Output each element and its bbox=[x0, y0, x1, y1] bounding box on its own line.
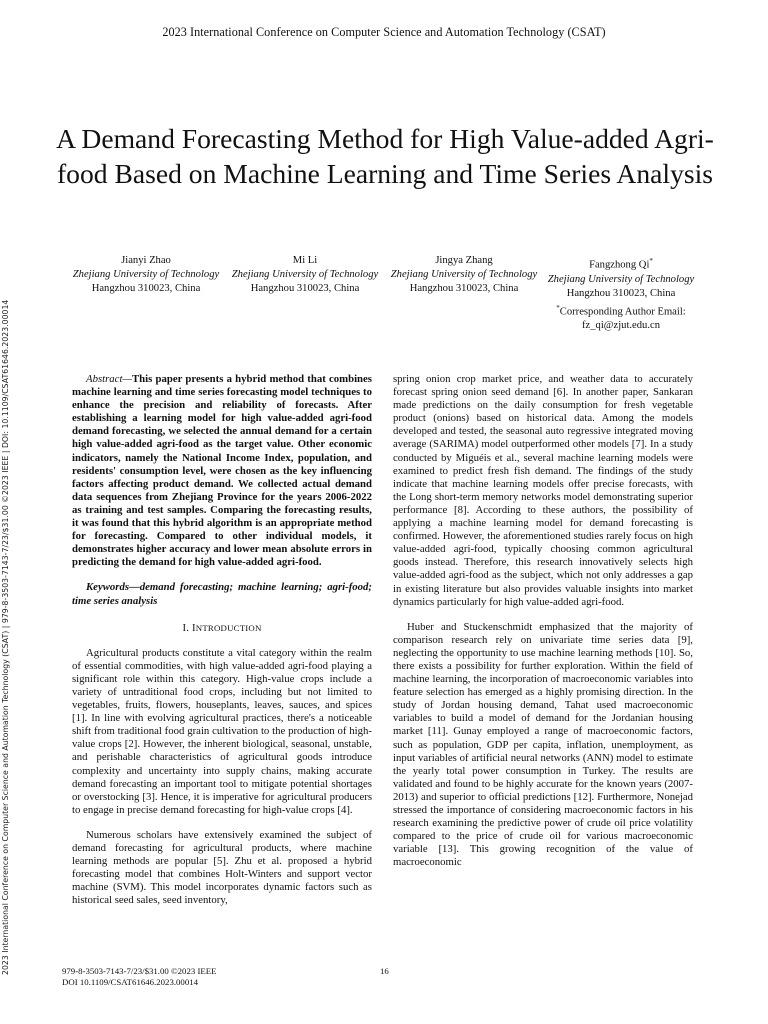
author-affiliation: Zhejiang University of Technology bbox=[390, 269, 538, 280]
body-paragraph: Agricultural products constitute a vital category within the realm of essential commodities, with high value-added agri-food playing a significant role within this category. High-value crops include a variety of untraditional food crops, including but not limited to vegetables, fruits, flowers, houseplants, leaves, sauces, and spices [1]. In line with evolving agricultural practices, there's a noticeable shift from traditional food grain cultivation to the production of high-value crops [2]. However, the inherent biological, seasonal, unstable, and perishable characteristics of agricultural goods introduce complexity and uncertainty into supply chains, making accurate demand forecasting an important tool to mitigate potential shortages or overstocking [3]. Hence, it is imperative for agricultural producers to engage in precise demand forecasting for high-value crops [4]. bbox=[72, 646, 372, 816]
footer-doi: DOI 10.1109/CSAT61646.2023.00014 bbox=[62, 976, 199, 987]
conference-header: 2023 International Conference on Computer Science and Automation Technology (CSAT) bbox=[162, 25, 606, 39]
author-affiliation: Zhejiang University of Technology bbox=[72, 269, 220, 280]
author-name: Jingya Zhang bbox=[435, 255, 493, 266]
author-location: Hangzhou 310023, China bbox=[250, 283, 360, 294]
paper-title: A Demand Forecasting Method for High Value-added Agri-food Based on Machine Learning and Time Series Analysis bbox=[56, 123, 714, 189]
author-affiliation: Zhejiang University of Technology bbox=[231, 269, 379, 280]
side-metadata-text: 2023 International Conference on Computer Science and Automation Technology (CSAT) | 979-8-3503-7143-7/23/$31.00 ©2023 IEEE | DOI: 10.1109/CSAT61646.2023.00014 bbox=[1, 299, 10, 975]
footer-isbn: 979-8-3503-7143-7/23/$31.00 ©2023 IEEE bbox=[62, 966, 217, 976]
corresponding-note bbox=[541, 301, 701, 320]
section-heading bbox=[72, 622, 372, 635]
body-paragraph: Numerous scholars have extensively examined the subject of demand forecasting for agricultural products, where machine learning methods are popular [5]. Zhu et al. proposed a hybrid forecasting model that combines Holt-Winters and support vector machine (SVM). This model incorporates dynamic factors such as historical seed sales, seed inventory, bbox=[72, 828, 372, 907]
corresponding-note-text: Corresponding Author Email: bbox=[559, 306, 686, 318]
section-number: I. bbox=[182, 621, 190, 634]
author-name: Jianyi Zhao bbox=[121, 255, 171, 266]
author-name: Fangzhong Qi bbox=[589, 259, 650, 271]
note-marker: * bbox=[556, 303, 560, 312]
section-title-rest: NTRODUCTION bbox=[195, 622, 262, 633]
author-4 bbox=[541, 254, 701, 333]
author-location: Hangzhou 310023, China bbox=[409, 283, 519, 294]
abstract-text: This paper presents a hybrid method that combines machine learning and time series forecasting model techniques to enhance the precision and reliability of forecasts. After establishing a learning model for high value-added agri-food demand forecasting, we selected the annual demand for a certain high value-added agri-food as the target value. Other economic indicators, namely the National Income Index, population, and residents' consumption level, were chosen as the key influencing factors affecting product demand. We collected actual demand data sequences from Zhejiang Province for the years 2006-2022 as training and test samples. Comparing the forecasting results, it was found that this hybrid algorithm is an appropriate method for forecasting. Compared to other individual models, it demonstrates higher accuracy and lower mean absolute errors in predicting the demand for high value-added agri-food. bbox=[72, 373, 372, 569]
abstract-label: Abstract— bbox=[86, 373, 132, 385]
footer-copyright bbox=[62, 966, 217, 987]
author-location: Hangzhou 310023, China bbox=[91, 283, 201, 294]
author-email: fz_qi@zjut.edu.cn bbox=[582, 320, 660, 332]
left-column bbox=[72, 373, 372, 907]
abstract bbox=[72, 373, 372, 569]
author-1 bbox=[66, 254, 226, 296]
keywords: Keywords—demand forecasting; machine learning; agri-food; time series analysis bbox=[72, 581, 372, 607]
author-2 bbox=[225, 254, 385, 296]
author-location: Hangzhou 310023, China bbox=[566, 287, 676, 299]
side-metadata-strip bbox=[1, 215, 19, 975]
author-name: Mi Li bbox=[292, 255, 318, 266]
body-paragraph: spring onion crop market price, and weather data to accurately forecast spring onion seed demand [6]. In another paper, Sankaran made predictions on the daily consumption for fresh vegetable product (onions) based on historical data. Among the models developed and tested, the seasonal auto regressive integrated moving average (SARIMA) model outperformed other models [7]. In a study conducted by Miguéis et al., several machine learning models were examined to predict fresh fish demand. The findings of the study indicate that machine learning models offer precise forecasts, with the Long short-term memory networks model demonstrating superior performance [8]. According to these authors, the possibility of applying a machine learning model for demand forecasting is confirmed. However, the aforementioned studies rarely focus on high value-added agri-food, typically choosing common agricultural goods instead. Therefore, this research innovatively selects high value-added agri-food as the subject, which not only addresses a gap in existing literature but also provides valuable insights into market dynamics particularly for high value-added agri-food. bbox=[393, 373, 693, 608]
section-initial: I bbox=[192, 621, 196, 634]
author-affiliation: Zhejiang University of Technology bbox=[547, 273, 695, 285]
right-column bbox=[393, 373, 693, 869]
page-number: 16 bbox=[380, 966, 389, 976]
corresponding-marker: * bbox=[649, 257, 653, 265]
author-name-line bbox=[541, 254, 701, 273]
body-paragraph: Huber and Stuckenschmidt emphasized that the majority of comparison research rely on univariate time series data [9], neglecting the opportunity to use machine learning methods [10]. So, there exists a possibility for further exploration. Within the field of machine learning, the incorporation of macroeconomic variables into feature selection has emerged as a highly promising direction. In the study of Jordan housing demand, Tahat used macroeconomic variables to build a model of demand for the Jordanian housing market [11]. Gunay employed a range of macroeconomic factors, such as population, GDP per capita, inflation, unemployment, as input variables of artificial neural networks (ANN) model to estimate the yearly total power consumption in Turkey. The results are validated and found to be highly accurate for the known years (2007-2013) and superior to official predictions [12]. Furthermore, Nonejad stressed the importance of considering macroeconomic factors in his research examining the predictive power of crude oil price volatility compared to the price of crude oil for various macroeconomic variable [13]. This growing recognition of the value of macroeconomic bbox=[393, 620, 693, 869]
author-3 bbox=[384, 254, 544, 296]
